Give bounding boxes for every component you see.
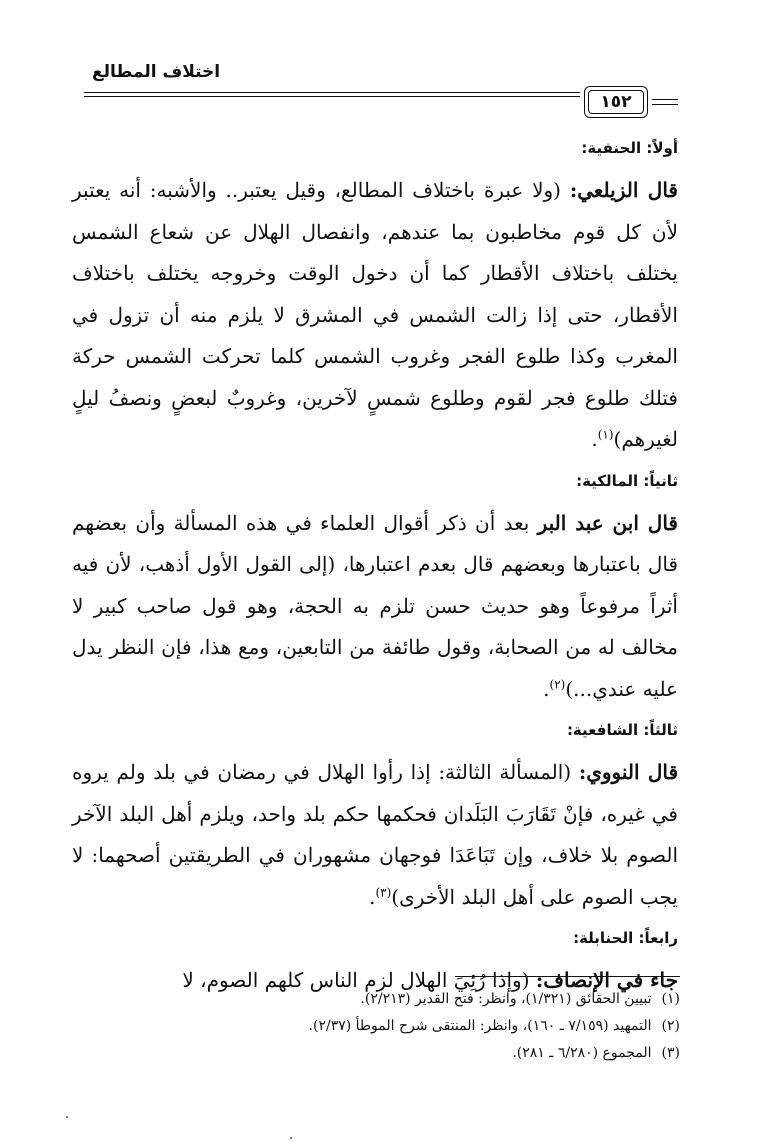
paragraph: [72, 752, 678, 918]
page-number-box: [584, 86, 648, 118]
footnote-ref[interactable]: (٢): [549, 676, 566, 691]
section-heading: ثالثاً: الشافعية:: [566, 721, 678, 739]
period: .: [543, 676, 550, 701]
speaker-name: جاء في الإنصاف:: [535, 968, 678, 992]
section-maliki: [72, 469, 678, 711]
speaker-name: قال الزيلعي:: [569, 178, 678, 202]
footnote-text: المجموع (٦/٢٨٠ ـ ٢٨١).: [512, 1045, 652, 1061]
footnote-ref[interactable]: (٣): [375, 884, 392, 899]
paragraph: [72, 503, 678, 711]
section-heading: رابعاً: الحنابلة:: [573, 929, 678, 947]
running-header-title: اختلاف المطالع: [92, 62, 221, 82]
footnote-text: التمهيد (٧/١٥٩ ـ ١٦٠)، وانظر: المنتقى شرح الموطأ (٢/٣٧).: [308, 1018, 652, 1034]
footnote-text: تبيين الحقائق (١/٣٢١)، وانظر: فتح القدير (٢/٢١٣).: [360, 991, 652, 1007]
quote-text: (المسألة الثالثة: إذا رأوا الهلال في رمضان في بلد ولم يروه في غيره، فإنْ تَقَارَبَ البَلَدان فحكمها حكم بلد واحد، ويلزم أهل البلد الآخر الصوم بلا خلاف، وإن تَبَاعَدَا فوجهان مشهوران في الطريقتين أصحهما: لا يجب الصوم على أهل البلد الأخرى): [72, 760, 678, 909]
footnote-number: (٣): [661, 1045, 680, 1061]
section-hanafi: [72, 136, 678, 461]
footnote-ref[interactable]: (١): [597, 427, 614, 442]
body-text: [72, 130, 678, 1010]
period: .: [591, 427, 598, 451]
header-rule-short: [652, 99, 678, 105]
page-number: ١٥٢: [600, 92, 632, 112]
quote-text: بعد أن ذكر أقوال العلماء في هذه المسألة وأن بعضهم قال باعتبارها وبعضهم قال بعدم اعتبارها، (إلى القول الأول أذهب، لأن فيه أثراً مرفوعاً وهو حديث حسن تلزم به الحجة، وهو قول صاحب كبير لا مخالف له من الصحابة، وقول طائفة من التابعين، ومع هذا، فإن النظر يدل عليه عندي...): [72, 510, 678, 701]
footnote-rule: [455, 976, 680, 977]
quote-text: (ولا عبرة باختلاف المطالع، وقيل يعتبر.. والأشبه: أنه يعتبر لأن كل قوم مخاطبون بما عندهم، وانفصال الهلال عن شعاع الشمس يختلف باختلاف الأقطار كما أن دخول الوقت وخروجه يختلف باختلاف الأقطار، حتى إذا زالت الشمس في المشرق لا يلزم منه أن تزول في المغرب وكذا طلوع الفجر وغروب الشمس كلما تحركت الشمس حركة فتلك طلوع فجر لقوم وطلوع شمسٍ لآخرين، وغروبٌ لبعضٍ ونصفُ ليلٍ لغيرهم): [72, 178, 678, 451]
footnotes: [84, 986, 680, 1067]
scan-speck: [66, 1116, 68, 1118]
paragraph: [72, 170, 678, 461]
footnote-2: [84, 1013, 680, 1040]
period: .: [369, 884, 376, 909]
section-heading: ثانياً: المالكية:: [576, 471, 678, 490]
section-heading: أولاً: الحنفية:: [581, 139, 678, 157]
footnote-1: [84, 986, 680, 1013]
footnote-number: (٢): [661, 1018, 680, 1034]
speaker-name: قال النووي:: [578, 760, 679, 784]
footnote-number: (١): [661, 991, 680, 1007]
speaker-name: قال ابن عبد البر: [537, 510, 678, 535]
quote-text: (وإذا رُئِيَ الهلال لزم الناس كلهم الصوم، لا: [182, 968, 530, 992]
scan-speck: [290, 1137, 292, 1139]
footnote-3: [84, 1040, 680, 1067]
section-shafii: [72, 718, 678, 918]
header-rule: [84, 92, 580, 97]
